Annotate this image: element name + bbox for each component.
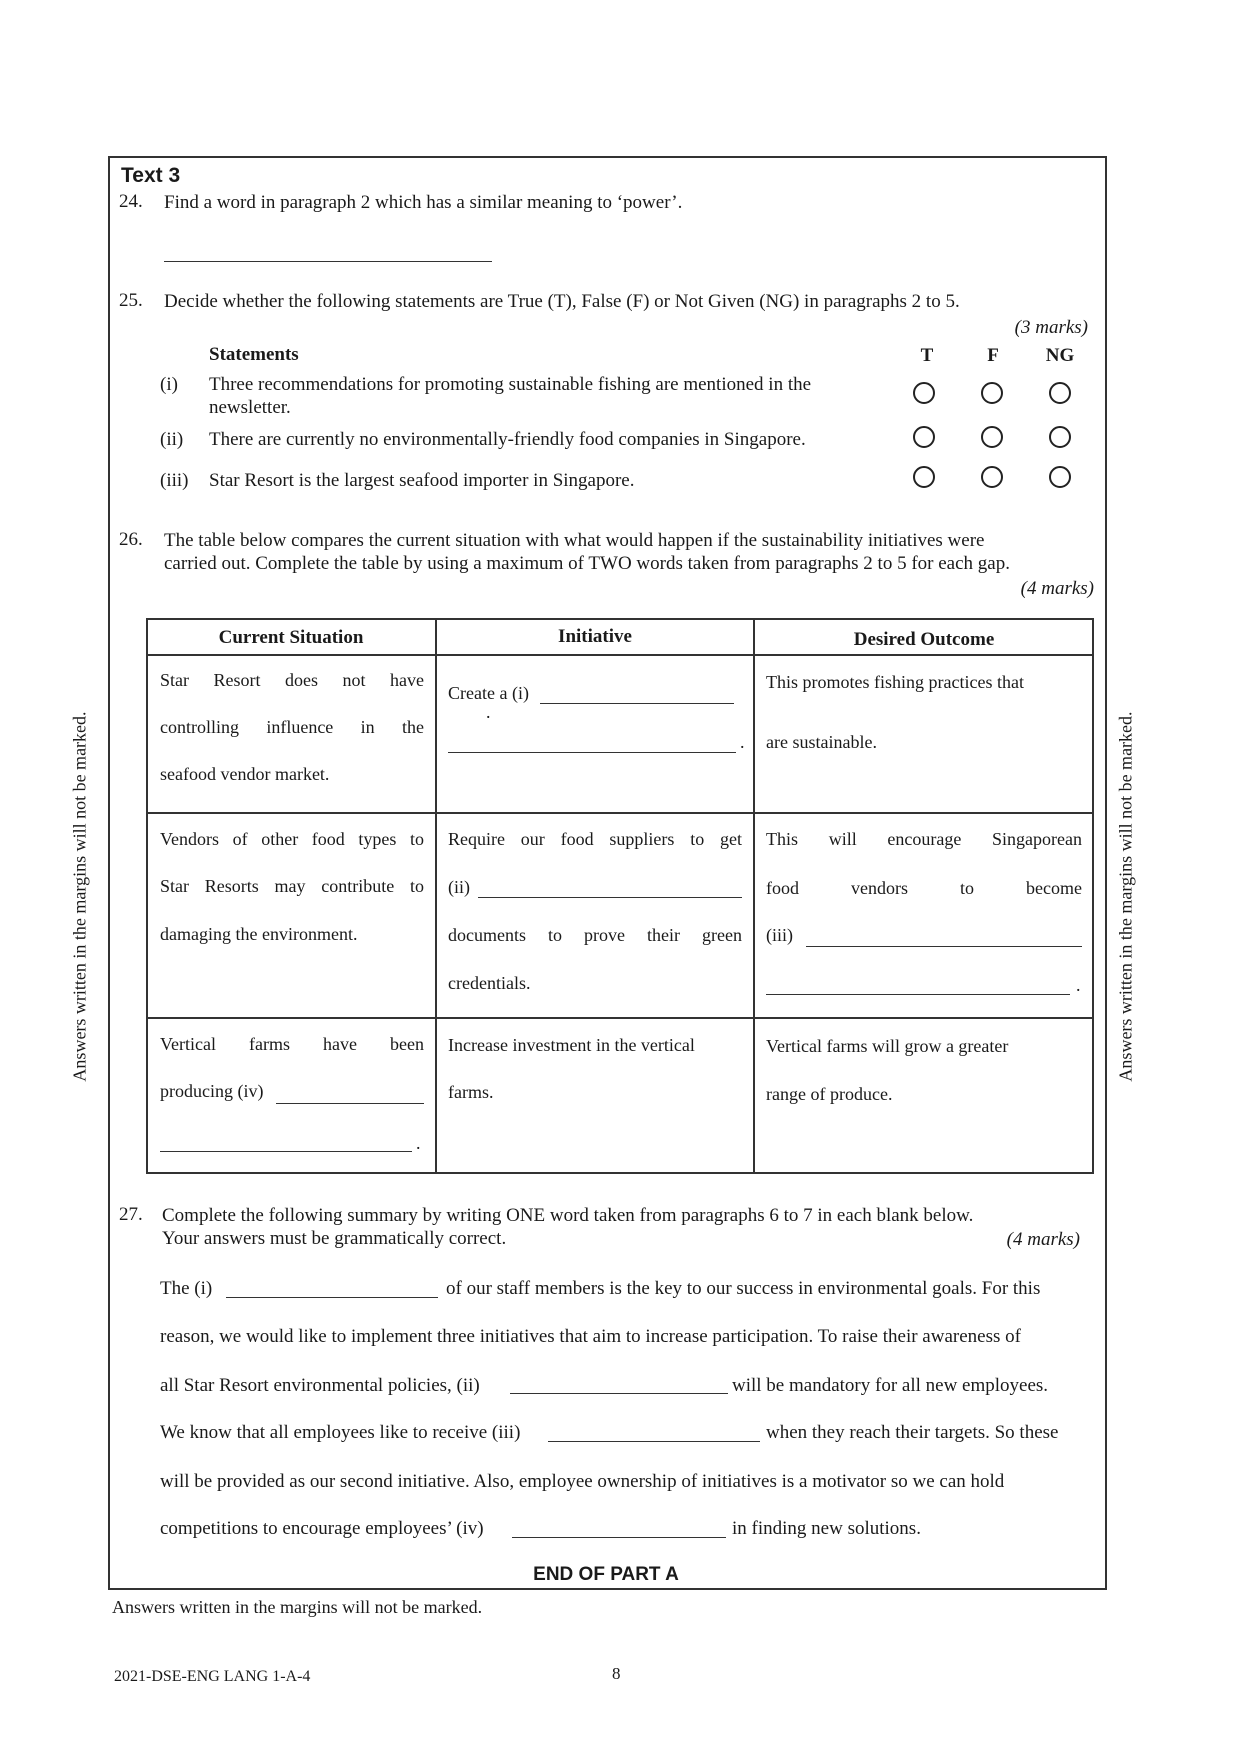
margin-note-left: Answers written in the margins will not be marked. (69, 711, 90, 1082)
section-title: Text 3 (121, 164, 181, 187)
table-divider (435, 618, 437, 1174)
q27-text-line2: Your answers must be grammatically correct. (162, 1228, 507, 1249)
statement-text: There are currently no environmentally-friendly food companies in Singapore. (209, 429, 806, 450)
cell-current-line: Vendors of other food types to (160, 829, 424, 849)
summary-text: in finding new solutions. (732, 1518, 921, 1539)
radio-false[interactable] (981, 382, 1003, 404)
summary-text: We know that all employees like to receive (iii) (160, 1422, 521, 1443)
summary-text: The (i) (160, 1278, 213, 1299)
statements-header: Statements (209, 344, 299, 365)
summary-text: reason, we would like to implement three initiatives that aim to increase participation. To raise their awareness of (160, 1326, 1021, 1347)
cell-outcome-line: (iii) (766, 925, 793, 945)
summary-text: all Star Resort environmental policies, (ii) (160, 1375, 480, 1396)
cell-current-line: seafood vendor market. (160, 764, 330, 784)
col-t-header: T (920, 345, 934, 366)
table-divider (753, 618, 755, 1174)
blank-i-summary[interactable] (226, 1297, 438, 1298)
radio-true[interactable] (913, 466, 935, 488)
cell-initiative-line: credentials. (448, 973, 531, 993)
blank-ii-line[interactable] (478, 897, 742, 898)
q25-marks: (3 marks) (1014, 317, 1088, 338)
summary-text: will be provided as our second initiative. Also, employee ownership of initiatives is a motivator so we can hold (160, 1471, 1005, 1492)
blank-iii-summary[interactable] (548, 1441, 760, 1442)
q24-text: Find a word in paragraph 2 which has a similar meaning to ‘power’. (164, 192, 683, 213)
cell-outcome-line: are sustainable. (766, 732, 877, 752)
blank-ii-summary[interactable] (510, 1393, 728, 1394)
statement-text: Star Resort is the largest seafood importer in Singapore. (209, 470, 635, 491)
summary-text: competitions to encourage employees’ (iv) (160, 1518, 484, 1539)
margin-note-bottom: Answers written in the margins will not be marked. (112, 1597, 483, 1617)
page-number: 8 (612, 1664, 621, 1683)
q27-text-line1: Complete the following summary by writing ONE word taken from paragraphs 6 to 7 in each blank below. (162, 1205, 974, 1226)
blank-iv-line[interactable] (276, 1103, 424, 1104)
header-initiative: Initiative (558, 626, 632, 647)
statement-text-cont: newsletter. (209, 397, 291, 418)
cell-outcome-line: range of produce. (766, 1084, 893, 1104)
cell-initiative-line: Create a (i) (448, 683, 529, 703)
cell-current-line: Star Resorts may contribute to (160, 876, 424, 896)
q25-text: Decide whether the following statements are True (T), False (F) or Not Given (NG) in paragraphs 2 to 5. (164, 291, 960, 312)
cell-initiative-line: Require our food suppliers to get (448, 829, 742, 849)
col-f-header: F (987, 345, 999, 366)
q26-text-line2: carried out. Complete the table by using a maximum of TWO words taken from paragraphs 2 to 5 for each gap. (164, 553, 1010, 574)
statement-num: (iii) (160, 470, 189, 491)
q26-marks: (4 marks) (1020, 578, 1094, 599)
cell-current-line: damaging the environment. (160, 924, 358, 944)
radio-false[interactable] (981, 426, 1003, 448)
blank-i-line[interactable] (540, 703, 734, 704)
table-divider (146, 1017, 1094, 1019)
blank-iii-line[interactable] (806, 946, 1082, 947)
table-divider (146, 812, 1094, 814)
full-stop: . (740, 732, 745, 752)
radio-true[interactable] (913, 382, 935, 404)
blank-iii-line-2[interactable] (766, 994, 1070, 995)
cell-initiative-line: documents to prove their green (448, 925, 742, 945)
radio-true[interactable] (913, 426, 935, 448)
blank-iv-summary[interactable] (512, 1537, 726, 1538)
cell-outcome-line: This promotes fishing practices that (766, 672, 1024, 692)
exam-code: 2021-DSE-ENG LANG 1-A-4 (114, 1668, 311, 1685)
blank-iv-line-2[interactable] (160, 1151, 412, 1152)
blank-i-line-2[interactable] (448, 752, 736, 753)
margin-note-right: Answers written in the margins will not be marked. (1115, 711, 1136, 1082)
cell-current-line: Vertical farms have been (160, 1034, 424, 1054)
summary-text: when they reach their targets. So these (766, 1422, 1059, 1443)
radio-not-given[interactable] (1049, 466, 1071, 488)
header-desired-outcome: Desired Outcome (853, 629, 995, 650)
cell-current-line: producing (iv) (160, 1081, 264, 1101)
full-stop: . (1076, 975, 1081, 995)
full-stop: . (416, 1133, 421, 1153)
dot-mark: . (486, 702, 491, 722)
cell-outcome-line: This will encourage Singaporean (766, 829, 1082, 849)
q26-number: 26. (119, 529, 143, 550)
cell-current-line: controlling influence in the (160, 717, 424, 737)
statement-text: Three recommendations for promoting sustainable fishing are mentioned in the (209, 374, 812, 395)
end-of-part-label: END OF PART A (533, 1564, 679, 1585)
radio-false[interactable] (981, 466, 1003, 488)
cell-initiative-line: (ii) (448, 877, 470, 897)
summary-text: of our staff members is the key to our success in environmental goals. For this (446, 1278, 1041, 1299)
q27-marks: (4 marks) (1006, 1229, 1080, 1250)
cell-initiative-line: farms. (448, 1082, 494, 1102)
col-ng-header: NG (1045, 345, 1075, 366)
q26-text-line1: The table below compares the current situation with what would happen if the sustainability initiatives were (164, 530, 985, 551)
summary-text: will be mandatory for all new employees. (732, 1375, 1049, 1396)
header-current-situation: Current Situation (218, 627, 364, 648)
cell-current-line: Star Resort does not have (160, 670, 424, 690)
q24-number: 24. (119, 191, 143, 212)
table-divider (146, 654, 1094, 656)
statement-num: (i) (160, 374, 178, 395)
cell-outcome-line: Vertical farms will grow a greater (766, 1036, 1009, 1056)
q25-number: 25. (119, 290, 143, 311)
radio-not-given[interactable] (1049, 382, 1071, 404)
cell-initiative-line: Increase investment in the vertical (448, 1035, 695, 1055)
cell-outcome-line: food vendors to become (766, 878, 1082, 898)
q24-answer-line[interactable] (164, 261, 492, 262)
statement-num: (ii) (160, 429, 184, 450)
q27-number: 27. (119, 1204, 143, 1225)
radio-not-given[interactable] (1049, 426, 1071, 448)
